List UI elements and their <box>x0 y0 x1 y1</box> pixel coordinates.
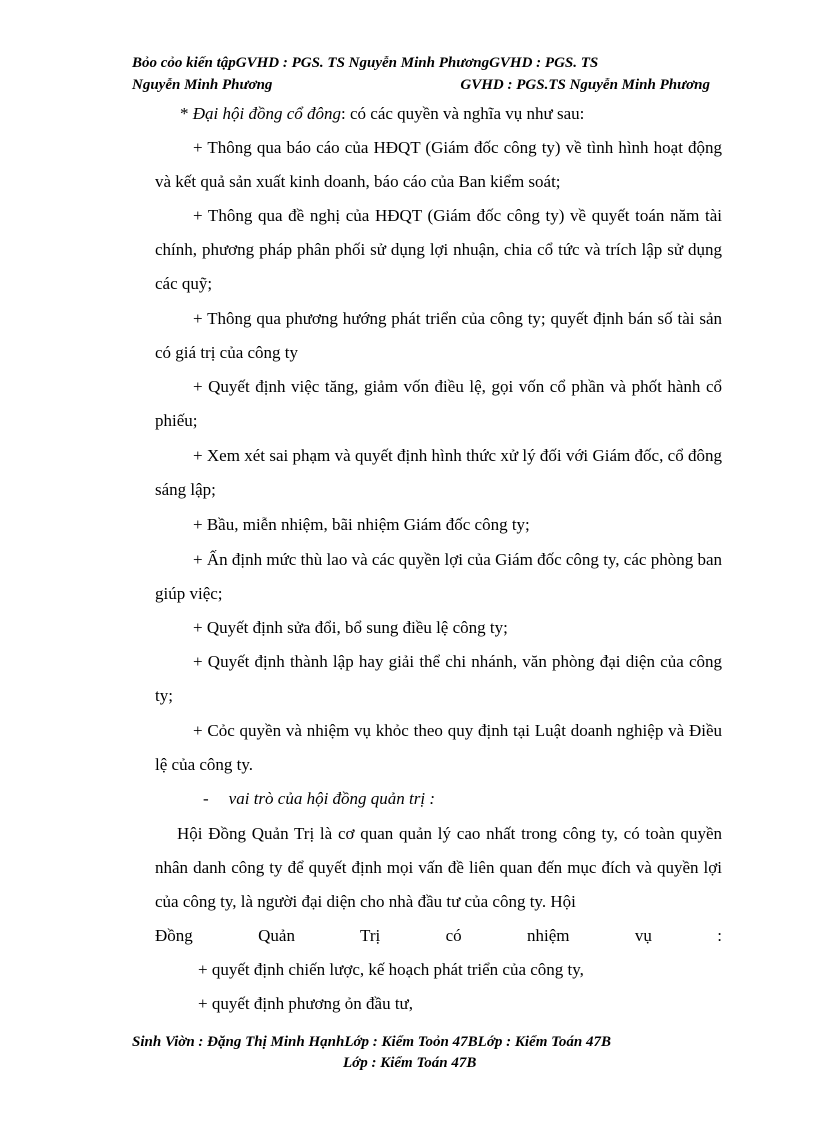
header-line-2 <box>132 74 710 96</box>
paragraph-board-description-last-line: Đồng Quản Trị có nhiệm vụ : <box>155 926 722 945</box>
paragraph-item-2: + Thông qua đề nghị của HĐQT (Giám đốc công ty) về quyết toán năm tài chính, phương pháp phân phối sử dụng lợi nhuận, chia cổ tức và trích lập sử dụng các quỹ; <box>155 206 722 293</box>
sub-heading-board-role <box>203 782 723 816</box>
header-line-2-left: Nguyễn Minh Phương <box>132 77 273 93</box>
paragraph-item-3: + Thông qua phương hướng phát triển của công ty; quyết định bán số tài sản có giá trị của công ty <box>155 309 722 362</box>
footer-line-2: Lớp : Kiểm Toán 47B <box>343 1055 477 1071</box>
paragraph-item-1: + Thông qua báo cáo của HĐQT (Giám đốc công ty) về tình hình hoạt động và kết quả sản xuất kinh doanh, báo cáo của Ban kiểm soát; <box>155 138 722 191</box>
header-line-2-right: GVHD : PGS.TS Nguyễn Minh Phương <box>460 77 710 93</box>
paragraph-item-4: + Quyết định việc tăng, giảm vốn điều lệ, gọi vốn cổ phần và phốt hành cổ phiếu; <box>155 377 722 430</box>
paragraph-board-duty-2: + quyết định phương ỏn đầu tư, <box>198 994 414 1013</box>
header-line-1: Bỏo cỏo kiến tậpGVHD : PGS. TS Nguyễn Minh PhươngGVHD : PGS. TS <box>132 55 599 71</box>
paragraph-board-duty-1: + quyết định chiến lược, kế hoạch phát triển của công ty, <box>198 960 584 979</box>
asterisk: * <box>180 104 193 123</box>
general-meeting-intro-rest: : có các quyền và nghĩa vụ như sau: <box>341 104 585 123</box>
sub-heading-text: vai trò của hội đồng quản trị : <box>228 789 436 808</box>
list-dash: - <box>203 789 209 808</box>
paragraph-item-10: + Cỏc quyền và nhiệm vụ khỏc theo quy định tại Luật doanh nghiệp và Điều lệ của công ty. <box>155 721 722 774</box>
paragraph-item-6: + Bầu, miễn nhiệm, bãi nhiệm Giám đốc công ty; <box>193 515 530 534</box>
paragraph-item-8: + Quyết định sửa đổi, bổ sung điều lệ công ty; <box>193 618 508 637</box>
paragraph-item-7: + Ấn định mức thù lao và các quyền lợi của Giám đốc công ty, các phòng ban giúp việc; <box>155 550 722 603</box>
paragraph-general-meeting-intro <box>180 97 720 131</box>
general-meeting-term: Đại hội đồng cổ đông <box>192 104 342 123</box>
paragraph-board-description: Hội Đồng Quản Trị là cơ quan quản lý cao nhất trong công ty, có toàn quyền nhân danh công ty để quyết định mọi vấn đề liên quan đến mục đích và quyền lợi của công ty, là người đại diện cho nhà đầu tư của công ty. Hội <box>155 824 722 911</box>
footer-line-1: Sinh Viờn : Đặng Thị Minh HạnhLớp : Kiểm Toỏn 47BLớp : Kiểm Toán 47B <box>132 1034 611 1050</box>
paragraph-item-5: + Xem xét sai phạm và quyết định hình thức xử lý đối với Giám đốc, cổ đông sáng lập; <box>155 446 722 499</box>
paragraph-item-9: + Quyết định thành lập hay giải thể chi nhánh, văn phòng đại diện của công ty; <box>155 652 722 705</box>
